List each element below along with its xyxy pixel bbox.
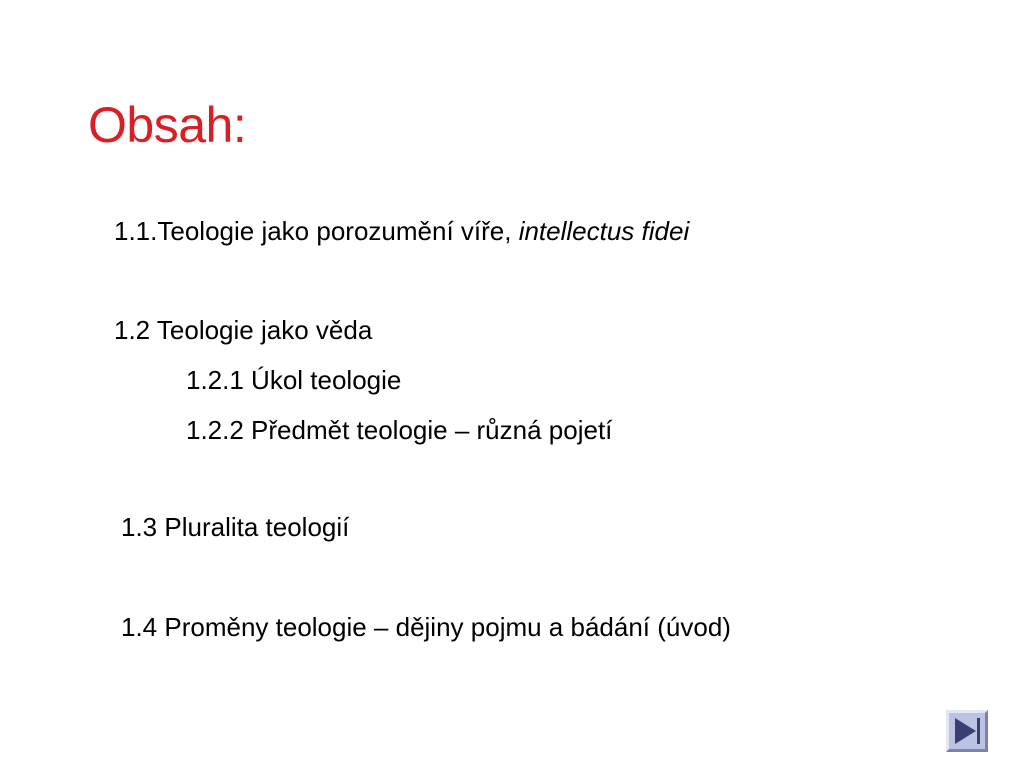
next-slide-button[interactable]: [946, 710, 988, 752]
slide-title: Obsah:: [88, 97, 247, 153]
outline-item-1-1: [114, 218, 689, 244]
outline-item-1-2-2: 1.2.2 Předmět teologie – různá pojetí: [186, 415, 613, 445]
outline-item-1-2: 1.2 Teologie jako věda: [114, 315, 373, 345]
outline-item-1-2-1: 1.2.1 Úkol teologie: [186, 365, 402, 395]
outline-item-1-3: 1.3 Pluralita teologií: [121, 512, 350, 542]
outline-item-text: 1.1.Teologie jako porozumění víře,: [114, 216, 519, 246]
outline-item-italic: intellectus fidei: [518, 216, 690, 246]
next-end-icon: [949, 713, 985, 749]
outline-item-1-4: 1.4 Proměny teologie – dějiny pojmu a bádání (úvod): [121, 612, 731, 642]
